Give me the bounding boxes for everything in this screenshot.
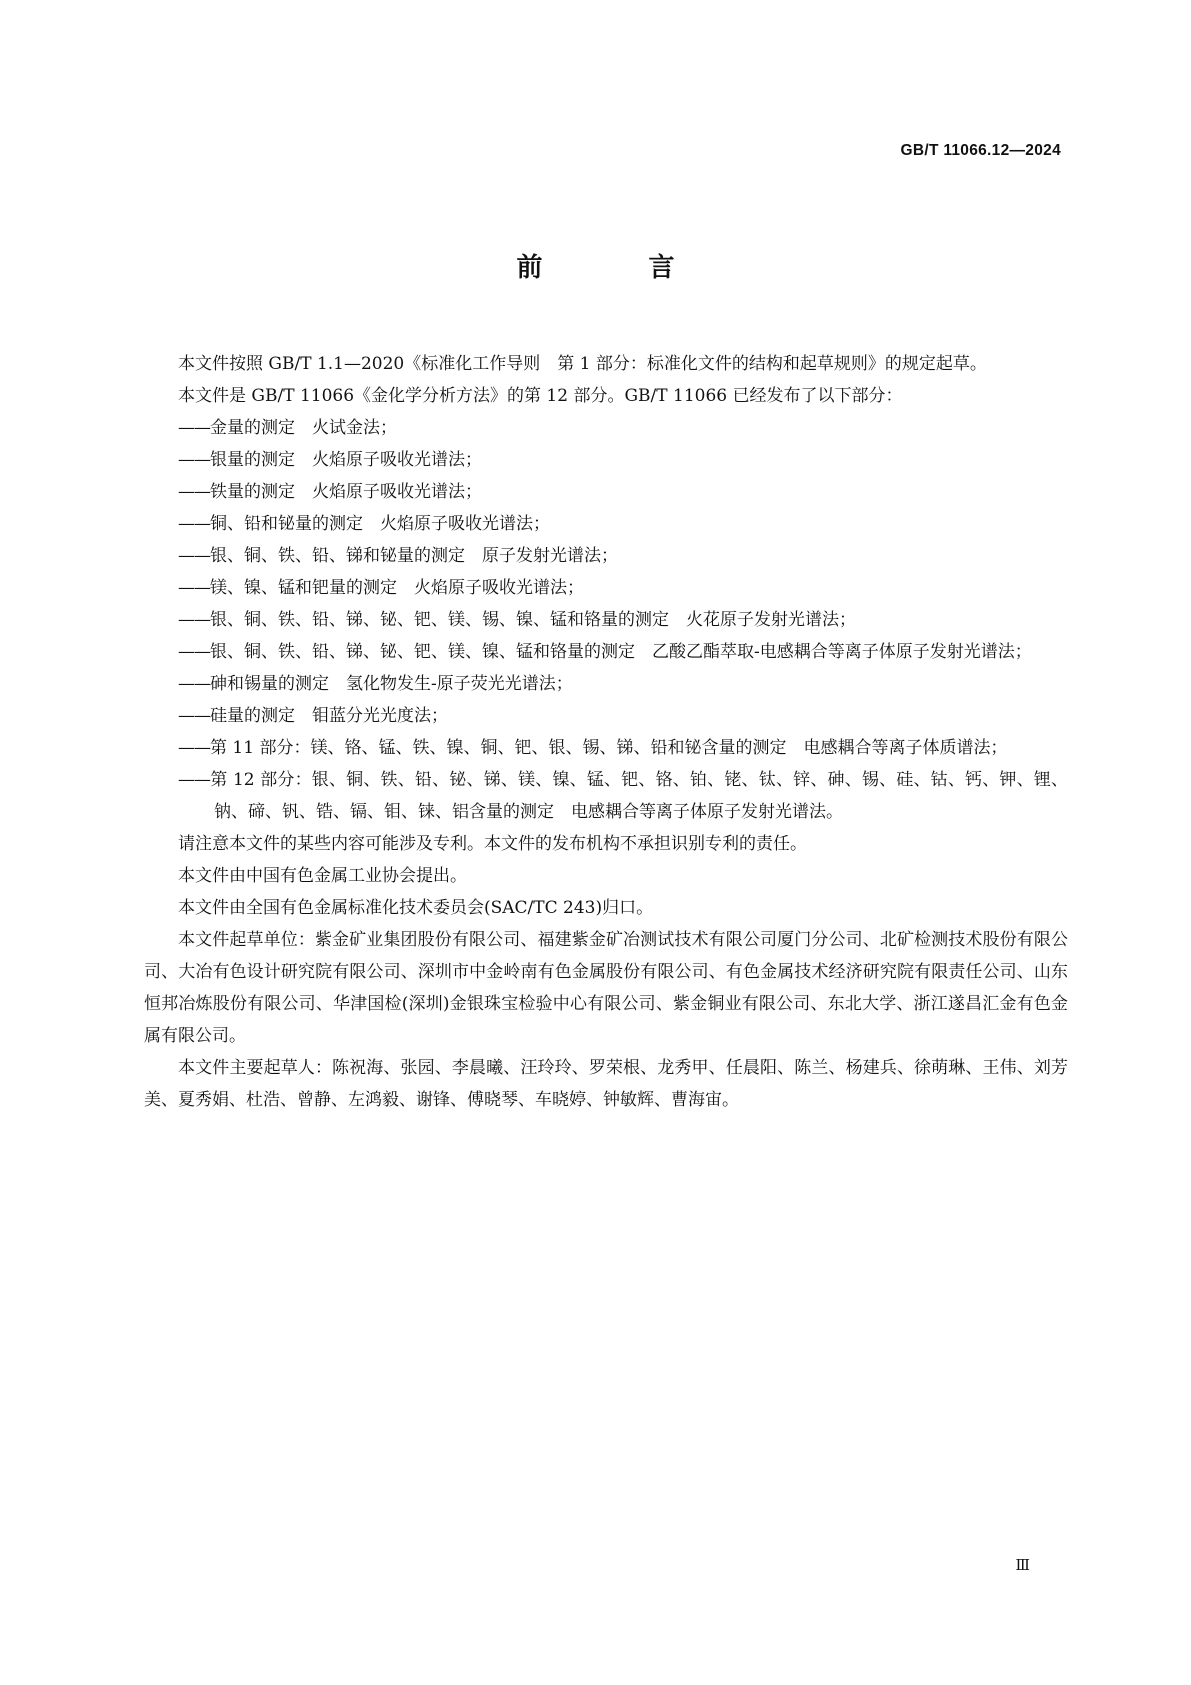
list-dash: —— bbox=[178, 642, 210, 662]
list-dash: —— bbox=[178, 514, 210, 534]
list-item-text: 银量的测定 火焰原子吸收光谱法； bbox=[210, 450, 482, 470]
list-dash: —— bbox=[178, 610, 210, 630]
list-item-text: 第 12 部分：银、铜、铁、铅、铋、锑、镁、镍、锰、钯、铬、铂、铑、钛、锌、砷、锡、硅、钴、钙、钾、锂、钠、碲、钒、锆、镉、钼、铼、铝含量的测定 电感耦合等离子体原子发射光谱法。 bbox=[210, 770, 1068, 822]
list-item bbox=[144, 636, 1068, 668]
list-item bbox=[144, 444, 1068, 476]
paragraph-patent-notice: 请注意本文件的某些内容可能涉及专利。本文件的发布机构不承担识别专利的责任。 bbox=[178, 834, 807, 854]
paragraph-drafting-units: 本文件起草单位：紫金矿业集团股份有限公司、福建紫金矿冶测试技术有限公司厦门分公司、北矿检测技术股份有限公司、大冶有色设计研究院有限公司、深圳市中金岭南有色金属股份有限公司、有色金属技术经济研究院有限责任公司、山东恒邦冶炼股份有限公司、华津国检(深圳)金银珠宝检验中心有限公司、紫金铜业有限公司、东北大学、浙江遂昌汇金有色金属有限公司。 bbox=[144, 930, 1068, 1046]
page-number: Ⅲ bbox=[1015, 1556, 1030, 1574]
paragraph-proposer: 本文件由中国有色金属工业协会提出。 bbox=[178, 866, 467, 886]
list-dash: —— bbox=[178, 578, 210, 598]
list-item-text: 第 11 部分：镁、铬、锰、铁、镍、铜、钯、银、锡、锑、铅和铋含量的测定 电感耦合等离子体质谱法； bbox=[210, 738, 1008, 758]
list-item-text: 银、铜、铁、铅、锑、铋、钯、镁、镍、锰和铬量的测定 乙酸乙酯萃取-电感耦合等离子体原子发射光谱法； bbox=[210, 642, 1032, 662]
paragraph-drafters: 本文件主要起草人：陈祝海、张园、李晨曦、汪玲玲、罗荣根、龙秀甲、任晨阳、陈兰、杨建兵、徐萌琳、王伟、刘芳美、夏秀娟、杜浩、曾静、左鸿毅、谢锋、傅晓琴、车晓婷、钟敏辉、曹海宙。 bbox=[144, 1058, 1068, 1110]
list-item bbox=[144, 508, 1068, 540]
paragraph-drafting-rules: 本文件按照 GB/T 1.1—2020《标准化工作导则 第 1 部分：标准化文件的结构和起草规则》的规定起草。 bbox=[178, 354, 987, 374]
list-item-text: 铁量的测定 火焰原子吸收光谱法； bbox=[210, 482, 482, 502]
list-item bbox=[144, 604, 1068, 636]
page-title: 前 言 bbox=[516, 253, 715, 283]
list-item bbox=[144, 764, 1068, 828]
list-dash: —— bbox=[178, 770, 210, 790]
list-item-text: 金量的测定 火试金法； bbox=[210, 418, 397, 438]
paragraph-committee: 本文件由全国有色金属标准化技术委员会(SAC/TC 243)归口。 bbox=[178, 898, 654, 918]
list-item bbox=[144, 572, 1068, 604]
paragraph-series-intro: 本文件是 GB/T 11066《金化学分析方法》的第 12 部分。GB/T 11066 已经发布了以下部分： bbox=[178, 386, 903, 406]
standard-number: GB/T 11066.12—2024 bbox=[900, 142, 1061, 159]
list-item bbox=[144, 412, 1068, 444]
list-dash: —— bbox=[178, 738, 210, 758]
list-item bbox=[144, 476, 1068, 508]
list-item bbox=[144, 732, 1068, 764]
list-item bbox=[144, 700, 1068, 732]
list-item-text: 铜、铅和铋量的测定 火焰原子吸收光谱法； bbox=[210, 514, 550, 534]
published-parts-list bbox=[144, 412, 1068, 828]
list-dash: —— bbox=[178, 546, 210, 566]
list-dash: —— bbox=[178, 674, 210, 694]
list-item-text: 银、铜、铁、铅、锑、铋、钯、镁、锡、镍、锰和铬量的测定 火花原子发射光谱法； bbox=[210, 610, 856, 630]
list-item-text: 硅量的测定 钼蓝分光光度法； bbox=[210, 706, 448, 726]
list-item bbox=[144, 540, 1068, 572]
list-dash: —— bbox=[178, 706, 210, 726]
list-dash: —— bbox=[178, 418, 210, 438]
list-dash: —— bbox=[178, 450, 210, 470]
list-item-text: 砷和锡量的测定 氢化物发生-原子荧光光谱法； bbox=[210, 674, 573, 694]
foreword-body bbox=[144, 348, 1068, 1116]
list-dash: —— bbox=[178, 482, 210, 502]
list-item-text: 银、铜、铁、铅、锑和铋量的测定 原子发射光谱法； bbox=[210, 546, 618, 566]
list-item-text: 镁、镍、锰和钯量的测定 火焰原子吸收光谱法； bbox=[210, 578, 584, 598]
list-item bbox=[144, 668, 1068, 700]
